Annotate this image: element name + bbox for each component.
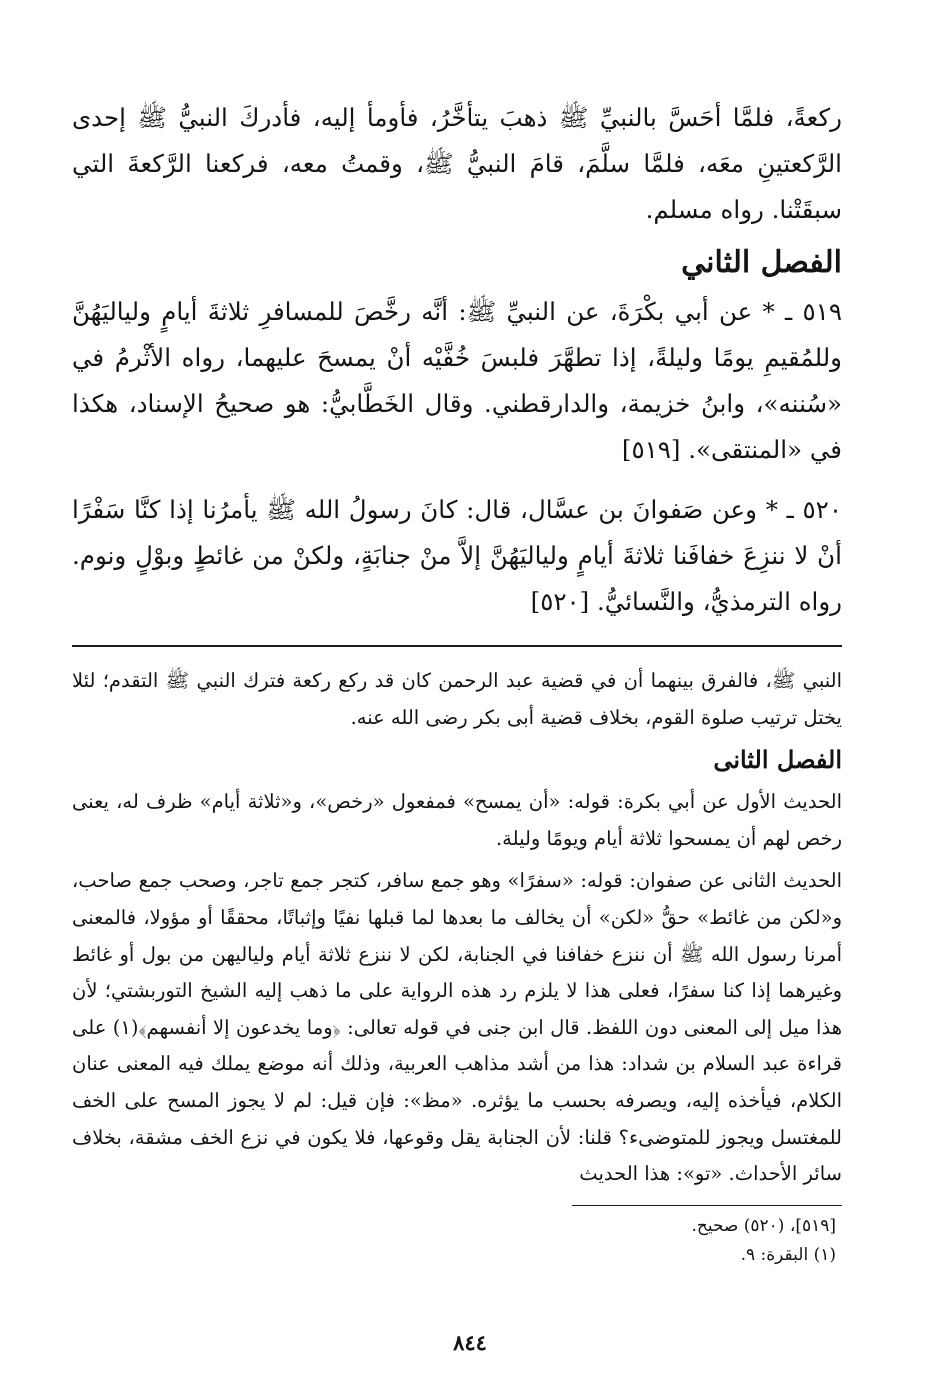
main-intro-paragraph: ركعةً، فلمَّا أحَسَّ بالنبيِّ ﷺ ذهبَ يتأخَّرُ، فأومأ إليه، فأدركَ النبيُّ ﷺ إحدى الرَّكعتينِ معَه، فلمَّا سلَّمَ، قامَ النبيُّ ﷺ، وقمتُ معه، فركعنا الرَّكعةَ التي سبقَتْنا. رواه مسلم. bbox=[72, 103, 842, 224]
footnotes-block bbox=[72, 1212, 842, 1270]
commentary-block bbox=[72, 663, 842, 1193]
section-heading: الفصل الثاني bbox=[681, 245, 842, 280]
page-content bbox=[72, 95, 842, 1270]
hadith-520: ٥٢٠ ـ * وعن صَفوانَ بن عسَّال، قال: كانَ رسولُ الله ﷺ يأمرُنا إذا كنَّا سَفْرًا أنْ لا ننزِعَ خفافَنا ثلاثةَ أيامٍ ولياليَهُنَّ إلاَّ منْ جنابَةٍ، ولكنْ من غائطٍ وبوْلٍ ونوم. رواه الترمذيُّ، والنَّسائيُّ. [٥٢٠] bbox=[72, 495, 842, 616]
commentary-second-hadith: الحديث الثانى عن صفوان: قوله: «سفرًا» وهو جمع سافر، كتجر جمع تاجر، وصحب جمع صاحب، و«لكن من غائط» حقُّ «لكن» أن يخالف ما بعدها لما قبلها نفيًا وإثباتًا، محققًا أو مؤولا، فالمعنى أمرنا رسول الله ﷺ أن ننزع خفافنا في الجنابة، لكن لا ننزع ثلاثة أيام ولياليهن من بول أو غائط وغيرهما إذا كنا سفرًا، فعلى هذا لا يلزم رد هذه الرواية على ما ذهب إليه الشيخ التوربشتي؛ لأن هذا ميل إلى المعنى دون اللفظ. قال ابن جنى في قوله تعالى: ﴿وما يخدعون إلا أنفسهم﴾(١) على قراءة عبد السلام بن شداد: هذا من أشد مذاهب العربية، وذلك أنه موضع يملك فيه المعنى عنان الكلام، فيأخذه إليه، ويصرفه بحسب ما يؤثره. «مظ»: فإن قيل: لم لا يجوز المسح على الخف للمغتسل ويجوز للمتوضىء؟ قلنا: لأن الجنابة يقل وقوعها، فلا يكون في نزع الخف مشقة، بخلاف سائر الأحداث. «تو»: هذا الحديث bbox=[72, 869, 842, 1186]
commentary-heading: الفصل الثانى bbox=[713, 745, 842, 775]
commentary-first-hadith: الحديث الأول عن أبي بكرة: قوله: «أن يمسح» فمفعول «رخص»، و«ثلاثة أيام» ظرف له، يعنى رخص لهم أن يمسحوا ثلاثة أيام ويومًا وليلة. bbox=[72, 790, 842, 850]
commentary-divider bbox=[72, 645, 842, 647]
hadith-519: ٥١٩ ـ * عن أبي بكْرَةَ، عن النبيِّ ﷺ: أنَّه رخَّصَ للمسافرِ ثلاثةَ أيامٍ ولياليَهُنَّ وللمُقيمِ يومًا وليلةً، إذا تطهَّرَ فلبسَ خُفَّيْه أنْ يمسحَ عليهما، رواه الأثْرمُ في «سُننه»، وابنُ خزيمة، والدارقطني. وقال الخَطَّابيُّ: هو صحيحُ الإسناد، هكذا في «المنتقى». [٥١٩] bbox=[72, 297, 842, 464]
main-text-block bbox=[72, 95, 842, 625]
footnote-quran-reference: (١) البقرة: ٩. bbox=[740, 1244, 836, 1265]
page-number: ٨٤٤ bbox=[453, 1330, 487, 1355]
footnote-grading: [٥١٩]، (٥٢٠) صحيح. bbox=[691, 1215, 836, 1236]
footnote-divider bbox=[572, 1205, 842, 1206]
commentary-intro-paragraph: النبي ﷺ، فالفرق بينهما أن في قضية عبد الرحمن كان قد ركع ركعة فترك النبي ﷺ التقدم؛ لئلا يختل ترتيب صلوة القوم، بخلاف قضية أبى بكر رضى الله عنه. bbox=[72, 669, 842, 729]
